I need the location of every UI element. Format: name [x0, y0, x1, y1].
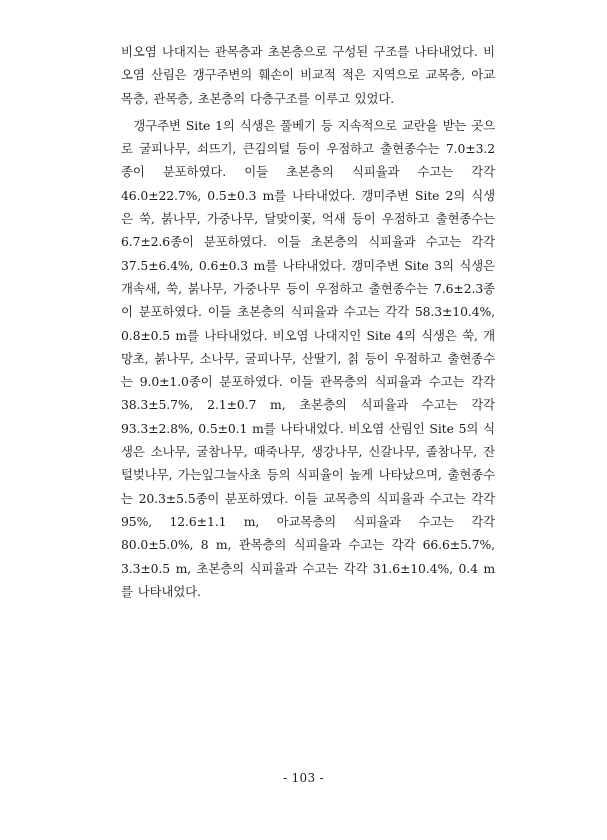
page-number: - 103 - — [283, 771, 324, 785]
paragraph-site-vegetation: 갱구주변 Site 1의 식생은 풀베기 등 지속적으로 교란을 받는 곳으로 굴피나무, 쇠뜨기, 큰김의털 등이 우점하고 출현종수는 7.0±3.2종이 분포하였다. 이들 초본층의 식피율과 수고는 각각 46.0±22.7%, 0.5±0.3 m를 나타내었다. 갱미주변 Site 2의 식생은 쑥, 붉나무, 가중나무, 달맞이꽃, 억새 등이 우점하고 출현종수는 6.7±2.6종이 분포하였다. 이들 초본층의 식피율과 수고는 각각 37.5±6.4%, 0.6±0.3 m를 나타내었다. 갱미주변 Site 3의 식생은 개속새, 쑥, 붉나무, 가중나무 등이 우점하고 출현종수는 7.6±2.3종이 분포하였다. 이들 초본층의 식피율과 수고는 각각 58.3±10.4%, 0.8±0.5 m를 나타내었다. 비오염 나대지인 Site 4의 식생은 쑥, 개망초, 붉나무, 소나무, 굴피나무, 산딸기, 칡 등이 우점하고 출현종수는 9.0±1.0종이 분포하였다. 이들 관목층의 식피율과 수고는 각각 38.3±5.7%, 2.1±0.7 m, 초본층의 식피율과 수고는 각각 93.3±2.8%, 0.5±0.1 m를 나타내었다. 비오염 산림인 Site 5의 식생은 소나무, 굴참나무, 때죽나무, 생강나무, 신갈나무, 졸참나무, 잔털벚나무, 가는잎그늘사초 등의 식피율이 높게 나타났으며, 출현종수는 20.3±5.5종이 분포하였다. 이들 교목층의 식피율과 수고는 각각 95%, 12.6±1.1 m, 아교목층의 식피율과 수고는 각각 80.0±5.0%, 8 m, 관목층의 식피율과 수고는 각각 66.6±5.7%, 3.3±0.5 m, 초본층의 식피율과 수고는 각각 31.6±10.4%, 0.4 m를 나타내었다. — [121, 117, 495, 599]
body-text — [121, 40, 495, 603]
paragraph-unpolluted-site-structure: 비오염 나대지는 관목층과 초본층으로 구성된 구조를 나타내었다. 비오염 산림은 갱구주변의 훼손이 비교적 적은 지역으로 교목층, 아교목층, 관목층, 초본층의 다층구조를 이루고 있었다. — [121, 44, 495, 106]
